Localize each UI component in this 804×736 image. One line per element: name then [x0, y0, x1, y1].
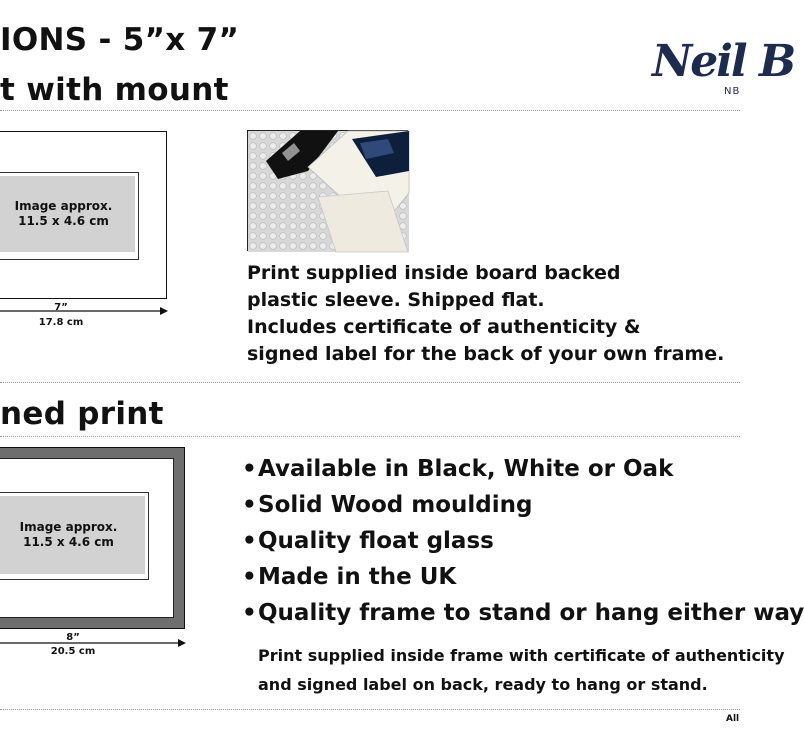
description-line: Print supplied inside board backed [247, 262, 621, 284]
list-item: •Made in the UK [242, 564, 457, 590]
description-line: signed label for the back of your own frame. [247, 343, 725, 365]
width-cm: 20.5 cm [50, 646, 96, 657]
image-label: Image approx. [19, 520, 118, 534]
mounted-description [247, 260, 724, 368]
list-item: •Quality float glass [242, 528, 494, 554]
divider [0, 436, 740, 437]
image-area [0, 176, 135, 252]
page-title: IONS - 5”x 7” [0, 22, 240, 58]
image-size: 11.5 x 4.6 cm [18, 214, 109, 228]
feature-list [242, 451, 804, 631]
list-item: •Solid Wood moulding [242, 492, 533, 518]
divider [0, 709, 740, 710]
width-cm: 17.8 cm [38, 317, 84, 328]
divider [0, 110, 740, 111]
description-line: plastic sleeve. Shipped flat. [247, 289, 545, 311]
note-line: and signed label on back, ready to hang or stand. [258, 675, 708, 694]
list-item: •Available in Black, White or Oak [242, 456, 674, 482]
divider [0, 382, 740, 383]
image-size: 11.5 x 4.6 cm [23, 535, 114, 549]
logo-signature: Neil B [652, 36, 795, 87]
width-inches: 7” [54, 302, 68, 313]
width-inches: 8” [66, 632, 80, 643]
packaging-photo-icon [248, 131, 409, 252]
section-mounted-title: t with mount [0, 72, 229, 108]
footer-text: All [726, 714, 740, 724]
brand-logo [652, 36, 795, 100]
note-line: Print supplied inside frame with certificate of authenticity [258, 646, 785, 665]
framed-note [258, 641, 785, 699]
section-framed-title: ned print [0, 396, 164, 432]
logo-initials: NB [724, 86, 741, 97]
dimension-arrow [0, 303, 170, 317]
list-item: •Quality frame to stand or hang either way [242, 600, 804, 626]
description-line: Includes certificate of authenticity & [247, 316, 641, 338]
packaging-photo [247, 130, 408, 251]
image-area [0, 496, 145, 574]
image-label: Image approx. [14, 199, 113, 213]
